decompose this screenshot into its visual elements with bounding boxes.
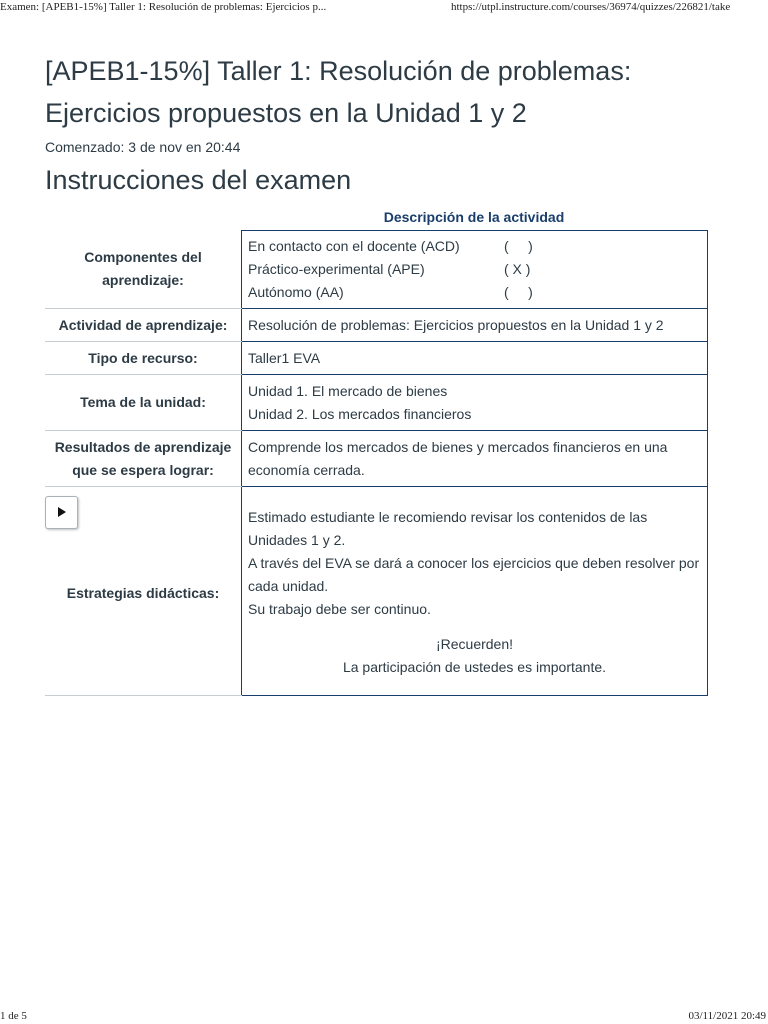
unit-topic-label: Tema de la unidad:: [45, 375, 242, 431]
strategies-reminder: ¡Recuerden!: [435, 636, 514, 652]
quiz-title: [APEB1-15%] Taller 1: Resolución de problemas: Ejercicios propuestos en la Unidad 1 y 2: [45, 56, 632, 128]
strategies-reminder: La participación de ustedes es importante.: [342, 659, 607, 675]
component-acd: [248, 235, 701, 258]
component-mark: ( ): [504, 238, 533, 254]
table-row: [45, 375, 708, 431]
resource-type-label: Tipo de recurso:: [45, 342, 242, 375]
component-aa: [248, 281, 701, 304]
strategies-paragraph: Su trabajo debe ser continuo.: [248, 601, 431, 617]
play-button[interactable]: [45, 496, 78, 529]
component-mark: ( ): [504, 284, 533, 300]
table-row: [45, 231, 708, 309]
learning-activity-value: Resolución de problemas: Ejercicios propuestos en la Unidad 1 y 2: [242, 309, 708, 342]
table-row: [45, 431, 708, 487]
unit-topic-line: Unidad 1. El mercado de bienes: [248, 382, 448, 399]
component-ape: [248, 258, 701, 281]
component-name: Autónomo (AA): [248, 284, 344, 300]
strategies-value: [242, 487, 708, 696]
table-row: [45, 342, 708, 375]
strategies-paragraph: A través del EVA se dará a conocer los ejercicios que deben resolver por cada unidad.: [248, 555, 700, 594]
components-label: [45, 231, 242, 309]
expected-results-value: Comprende los mercados de bienes y mercados financieros en una economía cerrada.: [242, 431, 708, 487]
components-label-text: Componentes del aprendizaje:: [84, 249, 202, 289]
strategies-label-area: [45, 487, 241, 695]
table-row: [45, 309, 708, 342]
strategies-label-cell: [45, 487, 242, 696]
unit-topic-line: Unidad 2. Los mercados financieros: [248, 405, 472, 422]
resource-type-value: Taller1 EVA: [242, 342, 708, 375]
activity-description-caption: Descripción de la actividad: [383, 209, 565, 225]
print-page-number: 1 de 5: [0, 1010, 27, 1022]
components-value: [242, 231, 708, 309]
table-row: [45, 487, 708, 696]
strategies-paragraph: Estimado estudiante le recomiendo revisar los contenidos de las Unidades 1 y 2.: [248, 509, 648, 548]
print-header: [0, 1, 768, 15]
print-header-title: Examen: [APEB1-15%] Taller 1: Resolución de problemas: Ejercicios p...: [0, 1, 327, 13]
instructions-heading: Instrucciones del examen: [45, 165, 352, 195]
component-mark: ( X ): [504, 261, 531, 277]
quiz-started-time: Comenzado: 3 de nov en 20:44: [45, 139, 241, 155]
print-datetime: 03/11/2021 20:49: [688, 1010, 766, 1022]
learning-activity-label: Actividad de aprendizaje:: [45, 309, 242, 342]
expected-results-label: [45, 431, 242, 487]
strategies-label: Estrategias didácticas:: [66, 585, 220, 601]
expected-results-label-text: Resultados de aprendizaje que se espera lograr:: [54, 438, 232, 478]
component-name: Práctico-experimental (APE): [248, 261, 425, 277]
print-footer: [0, 1010, 768, 1024]
component-name: En contacto con el docente (ACD): [248, 238, 460, 254]
activity-description-table: [45, 230, 708, 696]
unit-topic-value: [242, 375, 708, 431]
print-header-url: https://utpl.instructure.com/courses/36974/quizzes/226821/take: [451, 1, 731, 13]
